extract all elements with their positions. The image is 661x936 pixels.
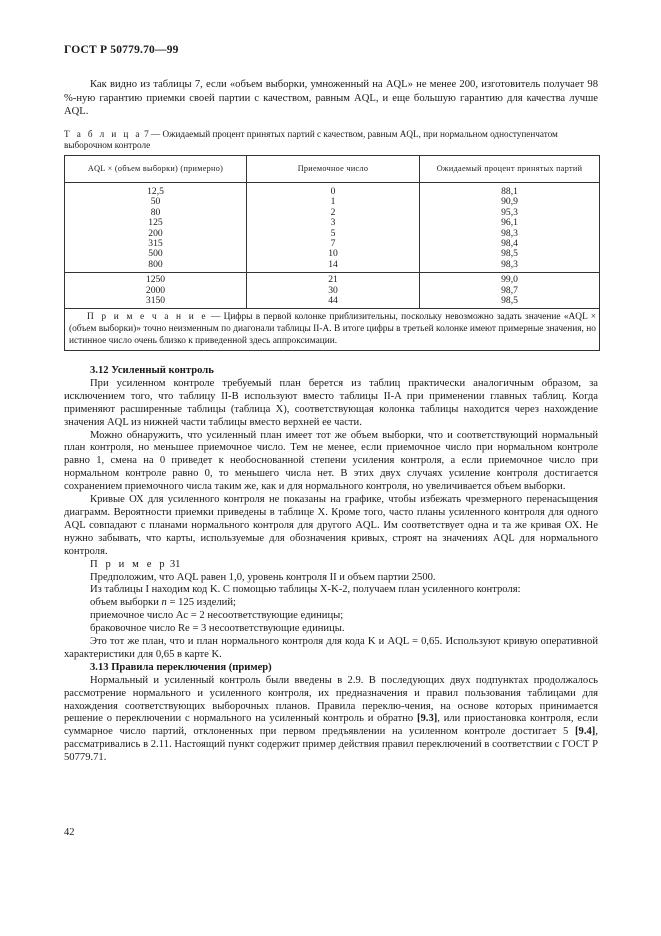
table-cell-value: 2000: [145, 284, 166, 296]
table-cell-value: 2: [330, 206, 336, 218]
table-cell-value: 98,3: [501, 258, 518, 270]
example-number: 31: [169, 558, 181, 570]
table-7: [64, 155, 600, 351]
section-3-13-heading: 3.13 Правила переключения (пример): [90, 661, 272, 673]
list-item-acceptance-number: приемочное число Ac = 2 несоответствующие единицы;: [90, 610, 344, 622]
column-header-expected-percent: Ожидаемый процент принятых партий: [420, 156, 600, 183]
group2-col3: [420, 273, 600, 309]
main-body: [64, 365, 598, 765]
table-cell-value: 80: [150, 206, 161, 218]
table-cell-value: 96,1: [501, 217, 518, 229]
table-cell-value: 95,3: [501, 206, 518, 218]
table-cell-value: 98,5: [501, 295, 518, 307]
group2-col1: [65, 273, 247, 309]
table-cell-value: 125: [148, 217, 163, 229]
table-cell-value: 3150: [145, 295, 166, 307]
group1-col2: [247, 183, 420, 273]
table-cell-value: 90,9: [501, 196, 518, 208]
table-cell-value: 98,7: [501, 284, 518, 296]
section-3-12-paragraph-1: При усиленном контроле требуемый план берется из таблиц практически аналогичным образом, за исключением того, что таблицу II-B используют вместо таблицы II-A при применении главных таблиц. Когда применяют расширенные таблицы (таблица X), соответствующая колонка таблицы находится через нахождение значения AQL из нижней части таблицы вместо верхней ее части.: [64, 377, 598, 428]
table-cell-value: 0: [330, 186, 336, 197]
section-3-12-heading: 3.12 Усиленный контроль: [90, 365, 214, 376]
table-note-row: [65, 309, 600, 351]
section-3-13-paragraph-1: Нормальный и усиленный контроль были введены в 2.9. В последующих двух подпунктах продолжалось рассмотрение нормального и усиленного контроля, их предназначения и правил пользования таблицами для нахождения соответствующих выборочных планов. Правила переклю-чения, на основе которых принимается решение о переключении с нормального на усиленный контроль и обратно [9.3], или приостановка контроля, если суммарное число партий, отклоненных при первом предъявлении на усиленном контроле достигает 5 [9.4], рассматривались в 2.11. Настоящий пункт содержит пример действия правил переключений в соответствии с ГОСТ Р 50779.71.: [64, 674, 598, 764]
section-3-12-paragraph-2: Можно обнаружить, что усиленный план имеет тот же объем выборки, что и соответствующий нормальный план контроля, но меньшее приемочное число. Тем не менее, если приемочное число при нормальном контроле равно 1, смена на 0 приведет к необоснованной степени усиления контроля, а если приемочное число при нормальном контроле равно 0, то меньшего числа нет. В этих двух случаях усиление контроля достигается сохранением приемочного числа таким же, как и для нормального контроля, но увеличивается объем выборки.: [64, 429, 598, 493]
example-label: П р и м е р: [90, 558, 168, 570]
table-caption: [64, 129, 598, 151]
caption-text: 7 — Ожидаемый процент принятых партий с качеством, равным AQL, при нормальном одноступенчатом выборочном контроле: [64, 129, 558, 150]
table-cell-value: 315: [148, 238, 163, 250]
section-3-12-paragraph-4: Предположим, что AQL равен 1,0, уровень контроля II и объем партии 2500.: [90, 571, 436, 583]
table-header-row: [65, 156, 600, 183]
table-cell-value: 1250: [145, 274, 166, 286]
variable-n: n: [161, 597, 167, 609]
caption-label: Т а б л и ц а: [64, 129, 142, 139]
table-cell-value: 50: [150, 196, 161, 208]
table-cell-value: 500: [148, 248, 163, 260]
table-row-group-2: [65, 273, 600, 309]
table-note: [65, 309, 600, 351]
column-header-acceptance-number: Приемочное число: [247, 156, 420, 183]
reference-9-4: [9.4]: [575, 726, 596, 738]
table-cell-value: 14: [328, 258, 338, 270]
table-cell-value: 98,4: [501, 238, 518, 250]
note-label: П р и м е ч а н и е: [87, 312, 208, 323]
table-row-group-1: [65, 183, 600, 273]
table-cell-value: 30: [328, 284, 338, 296]
reference-9-3: [9.3]: [416, 713, 438, 725]
intro-text: Как видно из таблицы 7, если «объем выборки, умноженный на AQL» не менее 200, изготовитель получает 98 %-ную гарантию приемки своей партии с качеством, равным AQL, и еще большую гарантию для качества лучше AQL.: [64, 79, 598, 118]
section-3-12-paragraph-6: Это тот же план, что и план нормального контроля для кода K и AQL = 0,65. Используют кривую оперативной характеристики для 0,65 в карте K.: [64, 636, 598, 660]
column-header-aql: AQL × (объем выборки) (примерно): [65, 156, 247, 183]
table-cell-value: 200: [148, 227, 163, 239]
section-3-12-paragraph-5: Из таблицы I находим код K. С помощью таблицы X-K-2, получаем план усиленного контроля:: [90, 584, 521, 596]
table-cell-value: 98,5: [501, 248, 518, 260]
group2-col2: [247, 273, 420, 309]
group1-col1: [65, 183, 247, 273]
example-heading: [64, 559, 598, 572]
table-cell-value: 98,3: [501, 227, 518, 239]
document-header: ГОСТ Р 50779.70—99: [64, 44, 179, 56]
list-item-rejection-number: браковочное число Re = 3 несоответствующие единицы.: [90, 623, 345, 635]
intro-paragraph: [64, 78, 598, 119]
section-3-12-paragraph-3: Кривые ОХ для усиленного контроля не показаны на графике, чтобы избежать чрезмерного перенасыщения диаграмм. Вероятности приемки приведены в таблице X. Кроме того, часто планы усиленного контроля для одного AQL совпадают с планами нормального контроля для другого AQL. Им соответствует одна и та же кривая ОХ. Не нужно забывать, что карты, используемые для обозначения кривых, строят на значениях AQL для нормального контроля.: [64, 494, 598, 557]
table-cell-value: 5: [330, 227, 336, 239]
table-cell-value: 21: [328, 274, 338, 286]
table-cell-value: 88,1: [501, 186, 518, 197]
group1-col3: [420, 183, 600, 273]
table-cell-value: 3: [330, 217, 336, 229]
table-cell-value: 44: [328, 295, 338, 307]
table-cell-value: 12,5: [147, 186, 164, 197]
table-cell-value: 99,0: [501, 274, 518, 286]
note-text: — Цифры в первой колонке приблизительны, поскольку невозможно задать значение «AQL × (объем выборки)» точно неизменным по диагонали таблицы II-A. В итоге цифры в третьей колонке имеют примерные значения, но истинное число очень близко к приведенной здесь аппроксимации.: [69, 312, 596, 346]
page-number: 42: [64, 827, 75, 838]
table-cell-value: 800: [148, 258, 163, 270]
list-item-sample-size: объем выборки n = 125 изделий;: [90, 597, 236, 609]
table-cell-value: 1: [330, 196, 336, 208]
table-cell-value: 7: [330, 238, 336, 250]
table-cell-value: 10: [328, 248, 338, 260]
